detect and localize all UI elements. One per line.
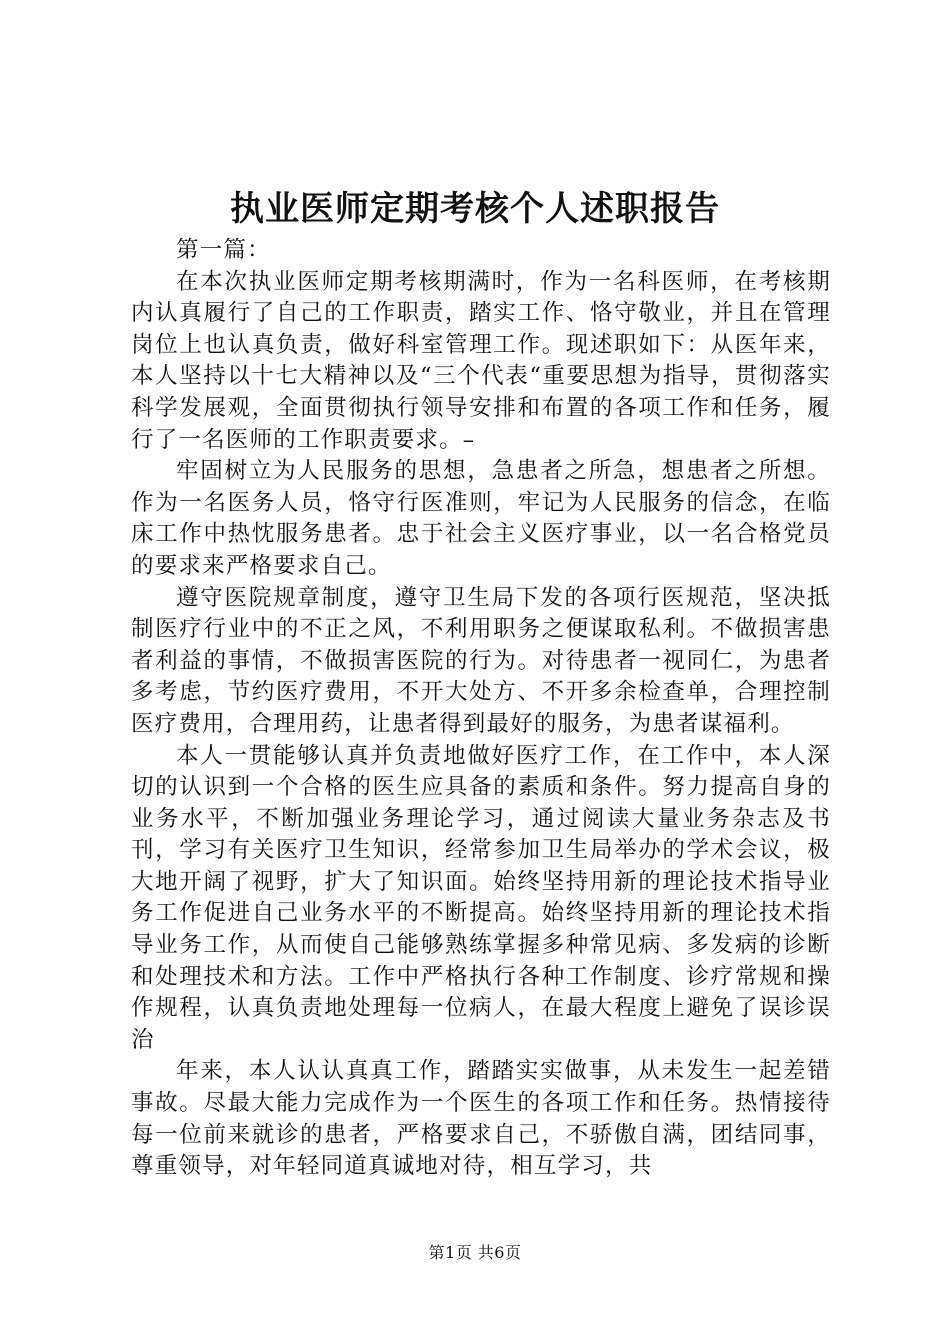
page-footer: 第1页 共6页 xyxy=(428,1243,522,1262)
body-paragraph-3: 遵守医院规章制度，遵守卫生局下发的各项行医规范，坚决抵制医疗行业中的不正之风，不利用职务之便谋取私利。不做损害患者利益的事情，不做损害医院的行为。对待患者一视同仁，为患者多考虑，节约医疗费用，不开大处方、不开多余检查单，合理控制医疗费用，合理用药，让患者得到最好的服务，为患者谋福利。 xyxy=(131,584,831,737)
body-paragraph-2: 牢固树立为人民服务的思想，急患者之所急，想患者之所想。作为一名医务人员，恪守行医准则，牢记为人民服务的信念，在临床工作中热忱服务患者。忠于社会主义医疗事业，以一名合格党员的要求来严格要求自己。 xyxy=(131,458,831,579)
document-title: 执业医师定期考核个人述职报告 xyxy=(230,189,720,229)
body-paragraph-1: 在本次执业医师定期考核期满时，作为一名科医师，在考核期内认真履行了自己的工作职责，踏实工作、恪守敬业，并且在管理岗位上也认真负责，做好科室管理工作。现述职如下：从医年来，本人坚持以十七大精神以及“三个代表“重要思想为指导，贯彻落实科学发展观，全面贯彻执行领导安排和布置的各项工作和任务，履行了一名医师的工作职责要求。– xyxy=(131,268,831,453)
section-label: 第一篇： xyxy=(176,237,271,263)
body-paragraph-5: 年来，本人认认真真工作，踏踏实实做事，从未发生一起差错事故。尽最大能力完成作为一个医生的各项工作和任务。热情接待每一位前来就诊的患者，严格要求自己，不骄傲自满，团结同事，尊重领导，对年轻同道真诚地对待，相互学习，共 xyxy=(131,1058,831,1180)
body-paragraph-4: 本人一贯能够认真并负责地做好医疗工作，在工作中，本人深切的认识到一个合格的医生应具备的素质和条件。努力提高自身的业务水平，不断加强业务理论学习，通过阅读大量业务杂志及书刊，学习有关医疗卫生知识，经常参加卫生局举办的学术会议，极大地开阔了视野，扩大了知识面。始终坚持用新的理论技术指导业务工作促进自己业务水平的不断提高。始终坚持用新的理论技术指导业务工作，从而使自己能够熟练掌握多种常见病、多发病的诊断和处理技术和方法。工作中严格执行各种工作制度、诊疗常规和操作规程，认真负责地处理每一位病人，在最大程度上避免了误诊误治 xyxy=(131,742,831,1053)
document-body xyxy=(131,235,831,1183)
